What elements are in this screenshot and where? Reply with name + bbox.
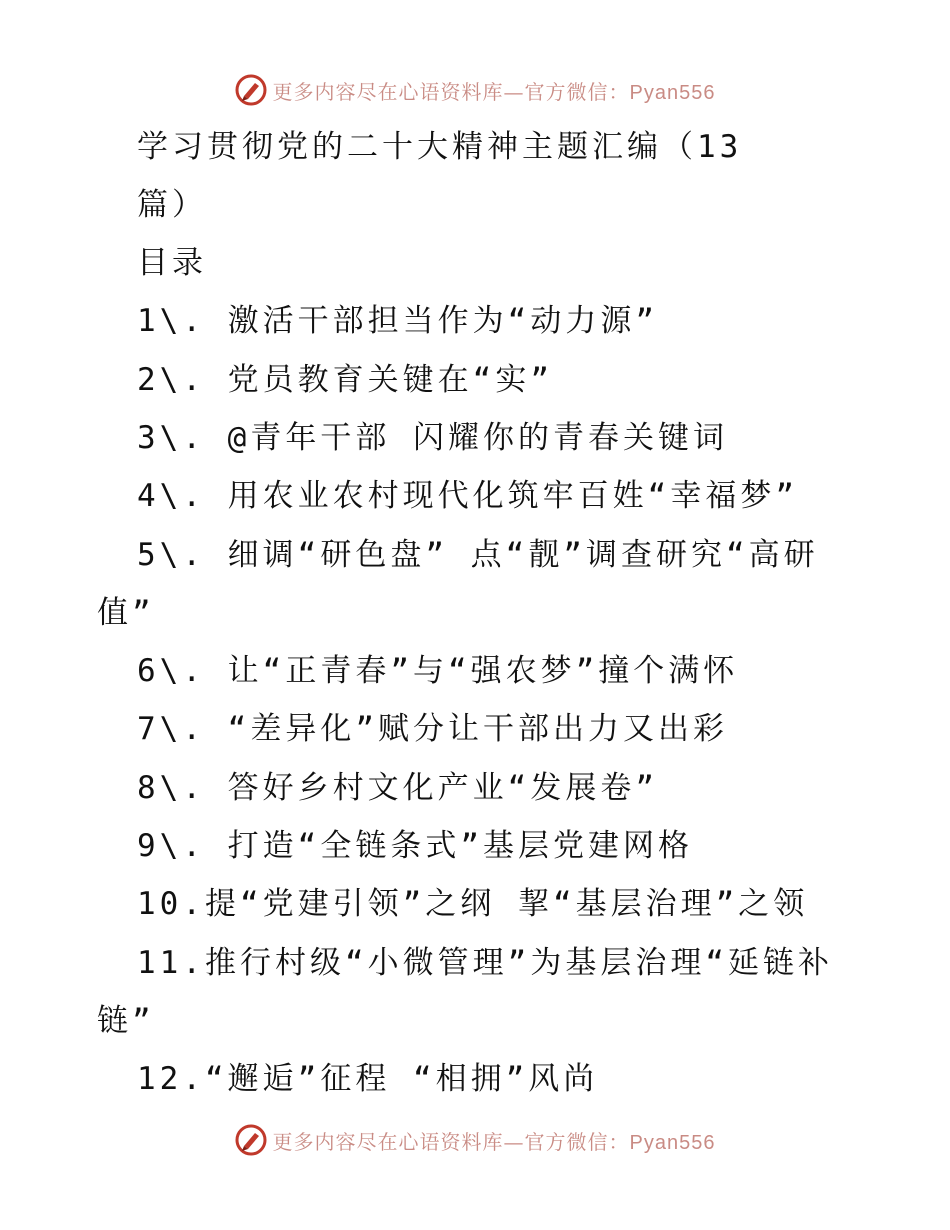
toc-item-continuation: 值”: [97, 595, 155, 631]
toc-heading: 目录: [137, 245, 207, 281]
toc-item-continuation: 链”: [97, 1003, 155, 1039]
toc-item: 2\. 党员教育关键在“实”: [137, 362, 553, 398]
toc-item: 6\. 让“正青春”与“强农梦”撞个满怀: [137, 653, 739, 689]
footer-banner-text: 更多内容尽在心语资料库—官方微信：Pyan556: [272, 1129, 716, 1154]
toc-item: 7\. “差异化”赋分让干部出力又出彩: [137, 711, 728, 747]
toc-item: 1\. 激活干部担当作为“动力源”: [137, 303, 658, 339]
toc-item: 4\. 用农业农村现代化筑牢百姓“幸福梦”: [137, 478, 798, 514]
pen-logo-icon: [235, 1124, 267, 1156]
pen-logo-icon: [235, 74, 267, 106]
toc-item: 5\. 细调“研色盘” 点“靓”调查研究“高研: [137, 537, 819, 573]
document-title-line-1: 学习贯彻党的二十大精神主题汇编（13: [137, 129, 743, 165]
toc-item: 9\. 打造“全链条式”基层党建网格: [137, 828, 693, 864]
footer-watermark-banner: [0, 1120, 950, 1160]
toc-item: 10.提“党建引领”之纲 挈“基层治理”之领: [137, 886, 809, 922]
header-watermark-banner: [0, 70, 950, 110]
document-title-line-2: 篇）: [137, 187, 207, 223]
toc-item: 8\. 答好乡村文化产业“发展卷”: [137, 770, 658, 806]
toc-item: 11.推行村级“小微管理”为基层治理“延链补: [137, 945, 833, 981]
header-banner-text: 更多内容尽在心语资料库—官方微信：Pyan556: [272, 79, 716, 104]
toc-item: 3\. @青年干部 闪耀你的青春关键词: [137, 420, 728, 456]
toc-item: 12.“邂逅”征程 “相拥”风尚: [137, 1061, 599, 1097]
